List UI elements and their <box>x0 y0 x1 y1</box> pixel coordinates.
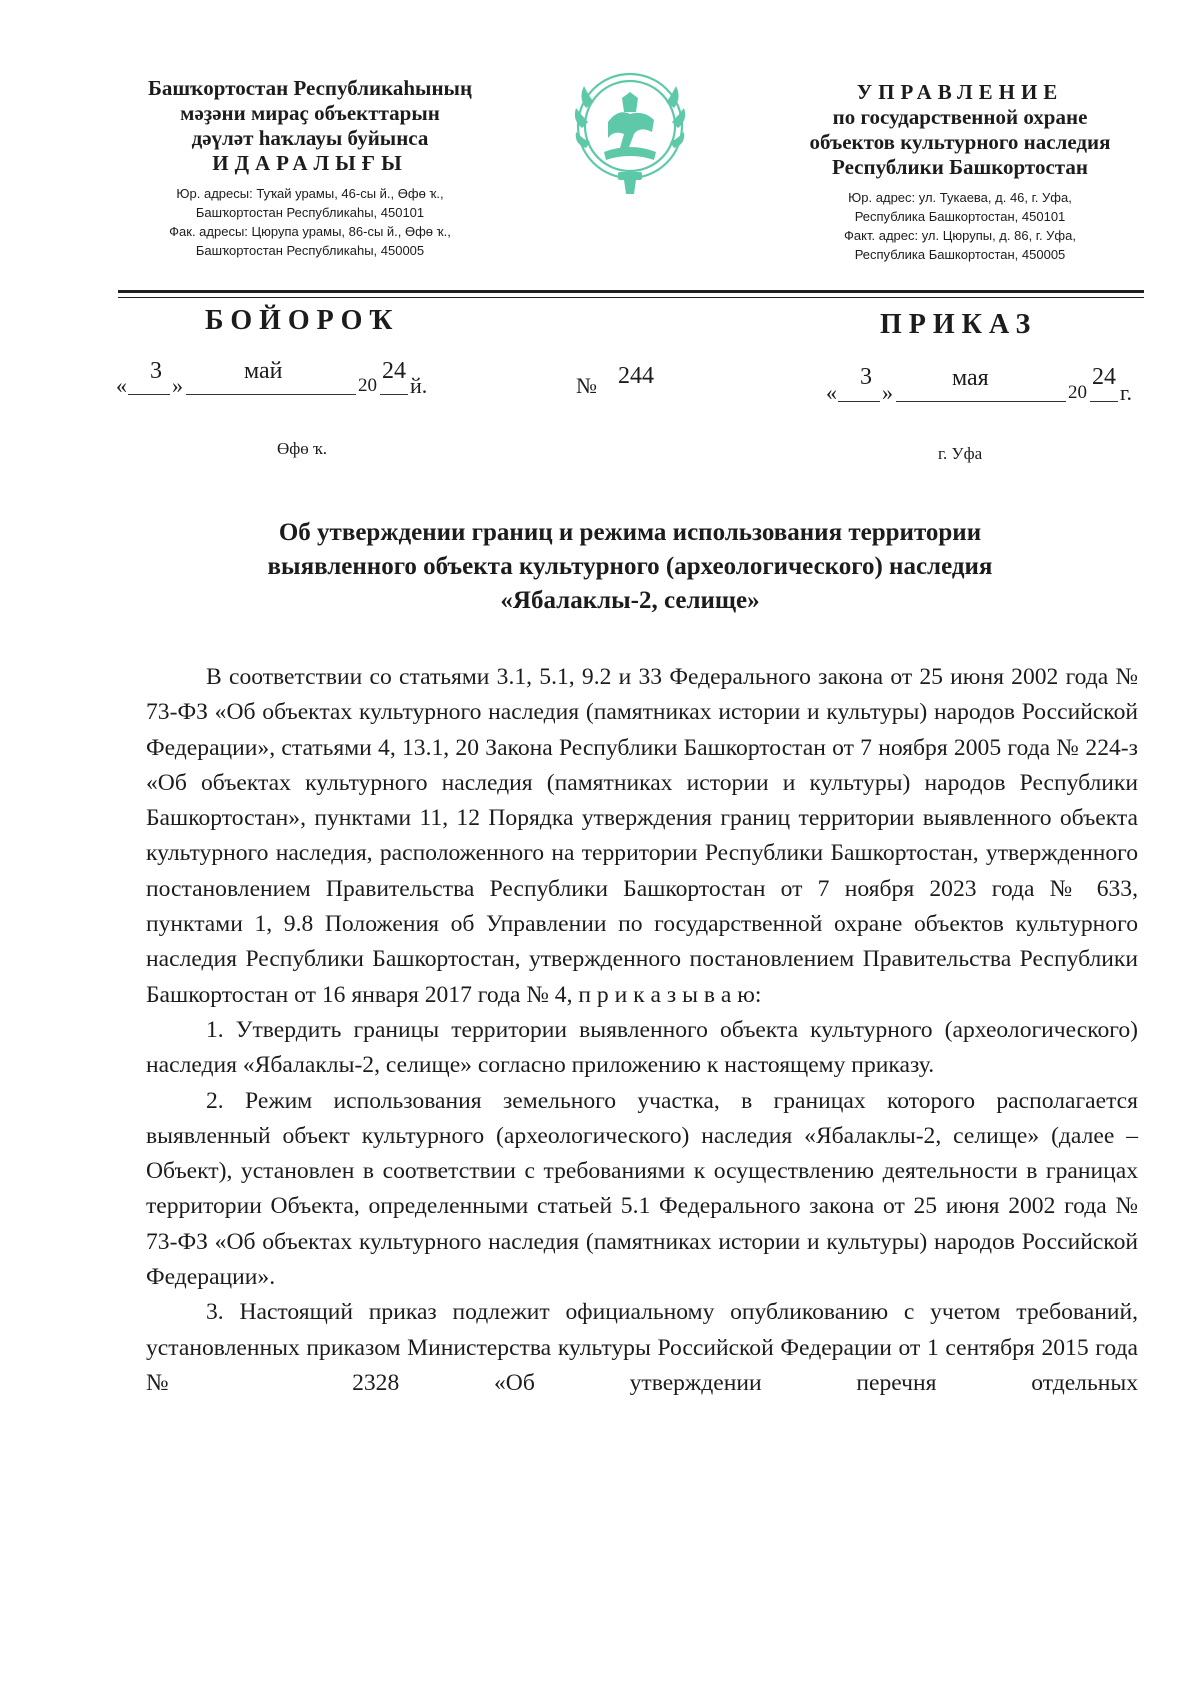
city-bashkir: Өфө ҡ. <box>277 439 328 458</box>
doc-type-russian: ПРИКАЗ <box>880 309 1038 340</box>
paragraph-preamble: В соответствии со статьями 3.1, 5.1, 9.2 и 33 Федерального закона от 25 июня 2002 года № 73-ФЗ «Об объектах культурного наследия (памятниках истории и культуры) народов Российской Федерации», статьями 4, 13.1, 20 Закона Республики Башкортостан от 7 ноября 2005 года № 224-з «Об объектах культурного наследия (памятниках истории и культуры) народов Республики Башкортостан», пунктами 11, 12 Порядка утверждения границ территории выявленного объекта культурного наследия, расположенного на территории Республики Башкортостан, утвержденного постановлением Правительства Республики Башкортостан от 7 ноября 2023 года № 633, пунктами 1, 9.8 Положения об Управлении по государственной охране объектов культурного наследия Республики Башкортостан, утвержденного постановлением Правительства Республики Башкортостан от 16 января 2017 года № 4, п р и к а з ы в а ю: <box>146 664 1138 1008</box>
date-right-year: 24 <box>1092 364 1116 390</box>
date-right-month: мая <box>952 365 989 391</box>
order-number-value: 244 <box>618 363 654 389</box>
paragraph-item-3: 3. Настоящий приказ подлежит официальному опубликованию с учетом требований, установленных приказом Министерства культуры Российской Федерации от 1 сентября 2015 года № 2328 «Об утверждении перечня отдельных <box>146 1299 1138 1396</box>
org-name-bashkir: Башҡортостан Республикаһының мәҙәни мираҫ объекттарын дәүләт һаҡлауы буйынса ИДАРАЛЫҒЫ <box>147 76 473 175</box>
header-left <box>110 76 510 260</box>
date-left-year: 24 <box>382 358 406 384</box>
date-right-day: 3 <box>860 364 872 390</box>
document-title: Об утверждении границ и режима использования территории выявленного объекта культурного (археологического) наследия «Ябалаклы-2, селище» <box>267 519 993 614</box>
date-left-day: 3 <box>150 358 162 384</box>
document-page: Башҡортостан Республикаһының мәҙәни мираҫ объекттарын дәүләт һаҡлауы буйынса ИДАРАЛЫҒЫ Юр. адресы: Туҡай урамы, 46-сы й., Өфө ҡ., Башҡортостан Республикаһы, 450101 Фак. адресы: Цюрупа урамы, 86-сы й., Өфө ҡ., Башҡортостан Республикаһы, 450005 УПРАВЛЕНИЕ по государственной охране объектов культурного наследия Республики Башкортостан Юр. адрес: ул. Тукаева, д. 46, г. Уфа, Республика Башкортостан, 450101 Факт. адрес: ул. Цюрупы, д. 86, г. Уфа, Республика Башкортостан, 450005 БОЙОРОҠ ПРИКАЗ « 3 » май 20 24 й. № 244 « 3 » мая 20 24 г. Өфө ҡ. г. Уфа Об утверждении границ и режима использования территории выявленного объекта культурного (археологического) наследия «Ябалаклы-2, селище» В соответствии со статьями 3.1, 5.1, 9.2 и 33 Федерального закона от 25 июня 2002 года № 73-ФЗ «Об объектах культурного наследия (памятниках истории и культуры) народов Российской Федерации», статьями 4, 13.1, 20 Закона Республики Башкортостан от 7 ноября 2005 года № 224-з «Об объектах культурного наследия (памятниках истории и культуры) народов Республики Башкортостан», пунктами 11, 12 Порядка утверждения границ территории выявленного объекта культурного наследия, расположенного на территории Республики Башкортостан, утвержденного постановлением Правительства Республики Башкортостан от 7 ноября 2023 года № 633, пунктами 1, 9.8 Положения об Управлении по государственной охране объектов культурного наследия Республики Башкортостан, утвержденного постановлением Правительства Республики Башкортостан от 16 января 2017 года № 4, п р и к а з ы в а ю: 1. Утвердить границы территории выявленного объекта культурного (археологического) наследия «Ябалаклы-2, селище» согласно приложению к настоящему приказу. 2. Режим использования земельного участка, в границах которого располагается выявленный объект культурного (археологического) наследия «Ябалаклы-2, селище» (далее – Объект), установлен в соответствии с требованиями к осуществлению деятельности в границах территории Объекта, определенными статьей 5.1 Федерального закона от 25 июня 2002 года № 73-ФЗ «Об объектах культурного наследия (памятниках истории и культуры) народов Российской Федерации». 3. Настоящий приказ подлежит официальному опубликованию с учетом требований, установленных приказом Министерства культуры Российской Федерации от 1 сентября 2015 года № 2328 «Об утверждении перечня отдельных <box>0 0 1200 1696</box>
bashkortostan-emblem-icon <box>568 68 692 202</box>
document-body <box>146 660 1138 1401</box>
header-right <box>780 80 1140 264</box>
paragraph-item-1: 1. Утвердить границы территории выявленного объекта культурного (археологического) наследия «Ябалаклы-2, селище» согласно приложению к настоящему приказу. <box>146 1016 1138 1079</box>
org-name-russian: УПРАВЛЕНИЕ по государственной охране объектов культурного наследия Республики Башкортостан <box>809 80 1111 179</box>
address-russian: Юр. адрес: ул. Тукаева, д. 46, г. Уфа, Республика Башкортостан, 450101 Факт. адрес: ул. Цюрупы, д. 86, г. Уфа, Республика Башкортостан, 450005 <box>844 190 1076 262</box>
paragraph-item-2: 2. Режим использования земельного участка, в границах которого располагается выявленный объект культурного (археологического) наследия «Ябалаклы-2, селище» (далее – Объект), установлен в соответствии с требованиями к осуществлению деятельности в границах территории Объекта, определенными статьей 5.1 Федерального закона от 25 июня 2002 года № 73-ФЗ «Об объектах культурного наследия (памятниках истории и культуры) народов Российской Федерации». <box>146 1087 1138 1291</box>
header-divider <box>118 290 1144 293</box>
header-divider-thin <box>118 297 1144 298</box>
date-left-month: май <box>244 358 283 384</box>
doc-type-bashkir: БОЙОРОҠ <box>205 305 400 336</box>
address-bashkir: Юр. адресы: Туҡай урамы, 46-сы й., Өфө ҡ., Башҡортостан Республикаһы, 450101 Фак. адресы: Цюрупа урамы, 86-сы й., Өфө ҡ., Башҡортостан Республикаһы, 450005 <box>169 186 451 258</box>
city-russian: г. Уфа <box>938 444 983 463</box>
